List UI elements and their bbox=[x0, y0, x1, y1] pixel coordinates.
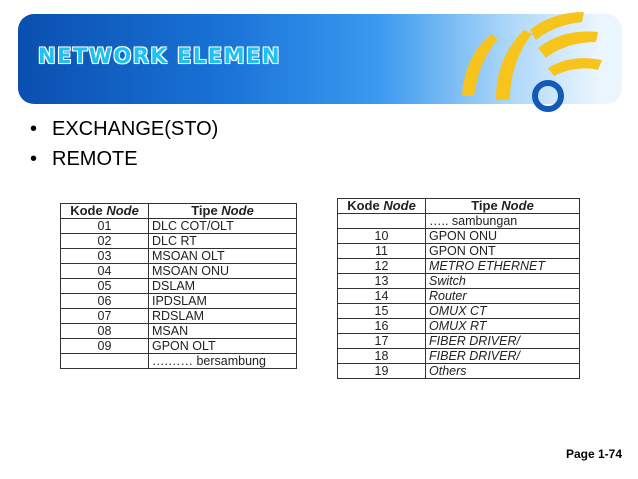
node-code: 15 bbox=[338, 304, 426, 319]
slide-title: NETWORK ELEMEN bbox=[38, 44, 281, 68]
table-row bbox=[338, 244, 580, 259]
table-row bbox=[338, 214, 580, 229]
page-number: Page 1-74 bbox=[565, 447, 622, 461]
node-code: 01 bbox=[61, 219, 149, 234]
table-row bbox=[61, 279, 297, 294]
bullet-list bbox=[30, 114, 218, 174]
header-kode-node: Kode Node bbox=[338, 199, 426, 214]
table-row bbox=[61, 324, 297, 339]
table-row bbox=[338, 349, 580, 364]
node-code: 14 bbox=[338, 289, 426, 304]
node-code: 02 bbox=[61, 234, 149, 249]
bullet-dot-icon: • bbox=[30, 148, 38, 170]
table-row bbox=[61, 294, 297, 309]
table-header-row bbox=[338, 199, 580, 214]
node-type: FIBER DRIVER/ bbox=[426, 349, 580, 364]
table-row bbox=[61, 219, 297, 234]
node-code bbox=[61, 354, 149, 369]
table-row bbox=[338, 334, 580, 349]
node-type: GPON ONT bbox=[426, 244, 580, 259]
node-code: 06 bbox=[61, 294, 149, 309]
node-type: DLC COT/OLT bbox=[149, 219, 297, 234]
bullet-item bbox=[30, 114, 218, 144]
node-code: 08 bbox=[61, 324, 149, 339]
table-header-row bbox=[61, 204, 297, 219]
node-table-right bbox=[337, 198, 580, 379]
table-row bbox=[61, 249, 297, 264]
node-type: ….…… bersambung bbox=[149, 354, 297, 369]
node-type: OMUX RT bbox=[426, 319, 580, 334]
node-code: 18 bbox=[338, 349, 426, 364]
bullet-item bbox=[30, 144, 218, 174]
table-row bbox=[61, 309, 297, 324]
node-type: Switch bbox=[426, 274, 580, 289]
telkom-sun-logo-icon bbox=[452, 4, 612, 114]
node-type: MSOAN ONU bbox=[149, 264, 297, 279]
node-code: 03 bbox=[61, 249, 149, 264]
table-row bbox=[61, 234, 297, 249]
node-type: MSAN bbox=[149, 324, 297, 339]
header-kode-node: Kode Node bbox=[61, 204, 149, 219]
table-row bbox=[61, 339, 297, 354]
node-table-left bbox=[60, 203, 297, 369]
node-code: 19 bbox=[338, 364, 426, 379]
node-code: 10 bbox=[338, 229, 426, 244]
node-code: 05 bbox=[61, 279, 149, 294]
header-tipe-node: Tipe Node bbox=[149, 204, 297, 219]
node-type: ….. sambungan bbox=[426, 214, 580, 229]
node-type: Others bbox=[426, 364, 580, 379]
node-type: DLC RT bbox=[149, 234, 297, 249]
node-code: 13 bbox=[338, 274, 426, 289]
node-type: METRO ETHERNET bbox=[426, 259, 580, 274]
node-type: MSOAN OLT bbox=[149, 249, 297, 264]
node-code: 04 bbox=[61, 264, 149, 279]
table-row bbox=[338, 229, 580, 244]
table-row bbox=[338, 274, 580, 289]
node-code: 16 bbox=[338, 319, 426, 334]
node-type: DSLAM bbox=[149, 279, 297, 294]
table-row bbox=[338, 304, 580, 319]
node-type: FIBER DRIVER/ bbox=[426, 334, 580, 349]
node-type: OMUX CT bbox=[426, 304, 580, 319]
node-code: 07 bbox=[61, 309, 149, 324]
node-type: GPON OLT bbox=[149, 339, 297, 354]
table-row bbox=[338, 259, 580, 274]
bullet-text: EXCHANGE(STO) bbox=[52, 118, 219, 140]
node-code: 11 bbox=[338, 244, 426, 259]
table-row bbox=[338, 289, 580, 304]
node-type: Router bbox=[426, 289, 580, 304]
table-row bbox=[338, 364, 580, 379]
node-type: RDSLAM bbox=[149, 309, 297, 324]
header-tipe-node: Tipe Node bbox=[426, 199, 580, 214]
node-code: 09 bbox=[61, 339, 149, 354]
table-row bbox=[338, 319, 580, 334]
node-type: IPDSLAM bbox=[149, 294, 297, 309]
bullet-dot-icon: • bbox=[30, 118, 38, 140]
node-type: GPON ONU bbox=[426, 229, 580, 244]
node-code: 12 bbox=[338, 259, 426, 274]
table-row bbox=[61, 264, 297, 279]
bullet-text: REMOTE bbox=[52, 148, 138, 170]
node-code bbox=[338, 214, 426, 229]
table-row bbox=[61, 354, 297, 369]
node-code: 17 bbox=[338, 334, 426, 349]
